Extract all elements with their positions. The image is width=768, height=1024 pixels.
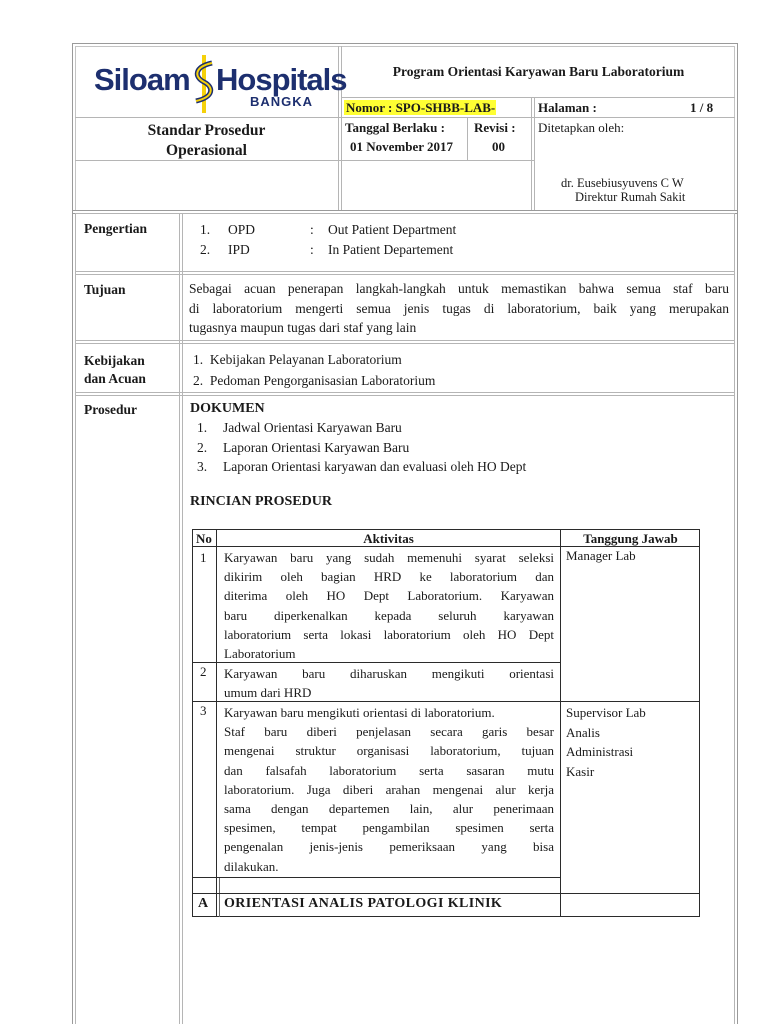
section-a-title: ORIENTASI ANALIS PATOLOGI KLINIK <box>224 896 503 911</box>
dokumen-item: 2. Laporan Orientasi Karyawan Baru <box>197 439 410 455</box>
program-title: Program Orientasi Karyawan Baru Laboratorium <box>392 64 685 79</box>
doc-type-line2: Operasional <box>166 142 247 159</box>
section-label-kebijakan: Kebijakan dan Acuan <box>84 353 146 386</box>
page-number: 1 / 8 <box>690 100 714 115</box>
section-label-tujuan: Tujuan <box>84 282 126 297</box>
policy-list <box>193 349 435 391</box>
effective-date: 01 November 2017 <box>350 139 454 154</box>
doc-type-line1: Standar Prosedur <box>147 122 266 139</box>
policy-item: 1. Kebijakan Pelayanan Laboratorium <box>193 352 402 367</box>
section-label-prosedur: Prosedur <box>84 402 137 417</box>
column-header-tanggung-jawab: Tanggung Jawab <box>583 531 678 546</box>
policy-item: 2. Pedoman Pengorganisasian Laboratorium <box>193 373 436 388</box>
doc-type <box>75 121 338 161</box>
definition-item: 1. OPD : Out Patient Department <box>200 222 457 237</box>
dokumen-heading: DOKUMEN <box>190 401 265 416</box>
logo-brand-right: Hospitals <box>216 62 347 97</box>
rincian-heading: RINCIAN PROSEDUR <box>190 494 332 509</box>
definition-item: 2. IPD : In Patient Departement <box>200 241 454 257</box>
column-header-aktivitas: Aktivitas <box>363 531 414 546</box>
section-label-pengertian: Pengertian <box>84 221 147 236</box>
dokumen-item: 1. Jadwal Orientasi Karyawan Baru <box>197 420 402 435</box>
logo-caduceus-icon <box>192 55 216 113</box>
page-label: Halaman : <box>538 100 597 115</box>
column-header-no: No <box>196 531 212 546</box>
dokumen-item: 3. Laporan Orientasi karyawan dan evaluasi oleh HO Dept <box>197 459 527 474</box>
revision-number: 00 <box>492 139 505 154</box>
definition-list <box>200 220 720 259</box>
effective-date-label: Tanggal Berlaku : <box>345 120 445 135</box>
hospital-logo <box>88 55 347 115</box>
signer-name: dr. Eusebiusyuvens C W <box>561 176 684 190</box>
logo-location: BANGKA <box>250 94 314 109</box>
signer-title: Direktur Rumah Sakit <box>575 190 686 204</box>
approved-by-label: Ditetapkan oleh: <box>538 120 625 135</box>
logo-brand-left: Siloam <box>94 62 190 97</box>
dokumen-list <box>197 418 597 477</box>
revision-label: Revisi : <box>474 120 516 135</box>
document-number: Nomor : SPO-SHBB-LAB- <box>346 100 496 115</box>
purpose-text: Sebagai acuan penerapan langkah-langkah untuk memastikan bahwa semua staf baru di laboratorium mengerti semua jenis tugas di laboratorium, baik yang merupakan tugasnya maupun tugas dari staf yang lain <box>189 281 729 335</box>
